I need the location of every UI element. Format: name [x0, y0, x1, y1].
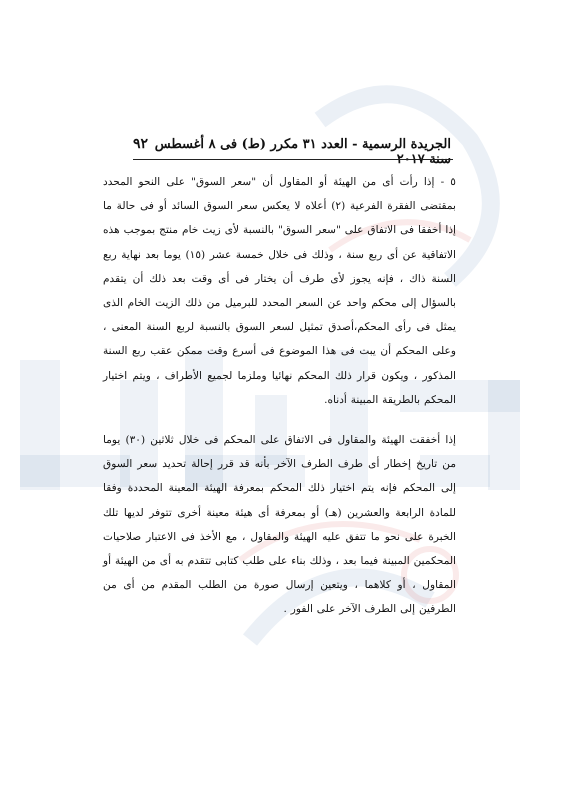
paragraph-clause-5: ٥ - إذا رأت أى من الهيئة أو المقاول أن "سعر السوق" على النحو المحدد بمقتضى الفقرة الفرعية (٢) أعلاه لا يعكس سعر السوق السائد أو فى حالة ما إذا أخفقا فى الاتفاق على "سعر السوق" بالنسبة لأى زيت خام منتج بموجب هذه الاتفاقية عن أى ربع سنة ، وذلك فى خلال خمسة عشر (١٥) يوما بعد نهاية ربع السنة ذاك ، فإنه يجوز لأى طرف أن يختار فى أى وقت بعد ذلك أن يتقدم بالسؤال إلى محكم واحد عن السعر المحدد للبرميل من ذلك الزيت الخام الذى يمثل فى رأى المحكم،أصدق تمثيل لسعر السوق بالنسبة لربع السنة المعنى ، وعلى المحكم أن يبت فى هذا الموضوع فى أسرع وقت ممكن عقب ربع السنة المذكور ، ويكون قرار ذلك المحكم نهائيا وملزما لجميع الأطراف ، ويتم اختيار المحكم بالطريقة المبينة أدناه.	[103, 176, 456, 406]
gazette-title: الجريدة الرسمية - العدد ٣١ مكرر (ط) فى ٨ أغسطس سنة ٢٠١٧	[154, 137, 451, 167]
document-body	[103, 170, 456, 622]
page-header	[133, 136, 451, 167]
paragraph-arbitrator: إذا أخفقت الهيئة والمقاول فى الاتفاق على المحكم فى خلال ثلاثين (٣٠) يوما من تاريخ إخطار أى طرف الطرف الآخر بأنه قد قرر إحالة تحديد سعر السوق إلى المحكم فإنه يتم اختيار ذلك المحكم بمعرفة الهيئة المعينة المحددة وفقا للمادة الرابعة والعشرين (هـ) أو بمعرفة أى هيئة معينة أخرى تتوفر لديها تلك الخبرة على نحو ما تتفق عليه الهيئة والمقاول ، مع الأخذ فى الاعتبار صلاحيات المحكمين المبينة فيما بعد ، وذلك بناء على طلب كتابى تتقدم به أى من الهيئة أو المقاول ، أو كلاهما ، ويتعين إرسال صورة من الطلب المقدم من أى من الطرفين إلى الطرف الآخر على الفور .	[103, 434, 456, 616]
page-number: ٩٢	[133, 136, 149, 152]
header-rule	[133, 159, 453, 160]
